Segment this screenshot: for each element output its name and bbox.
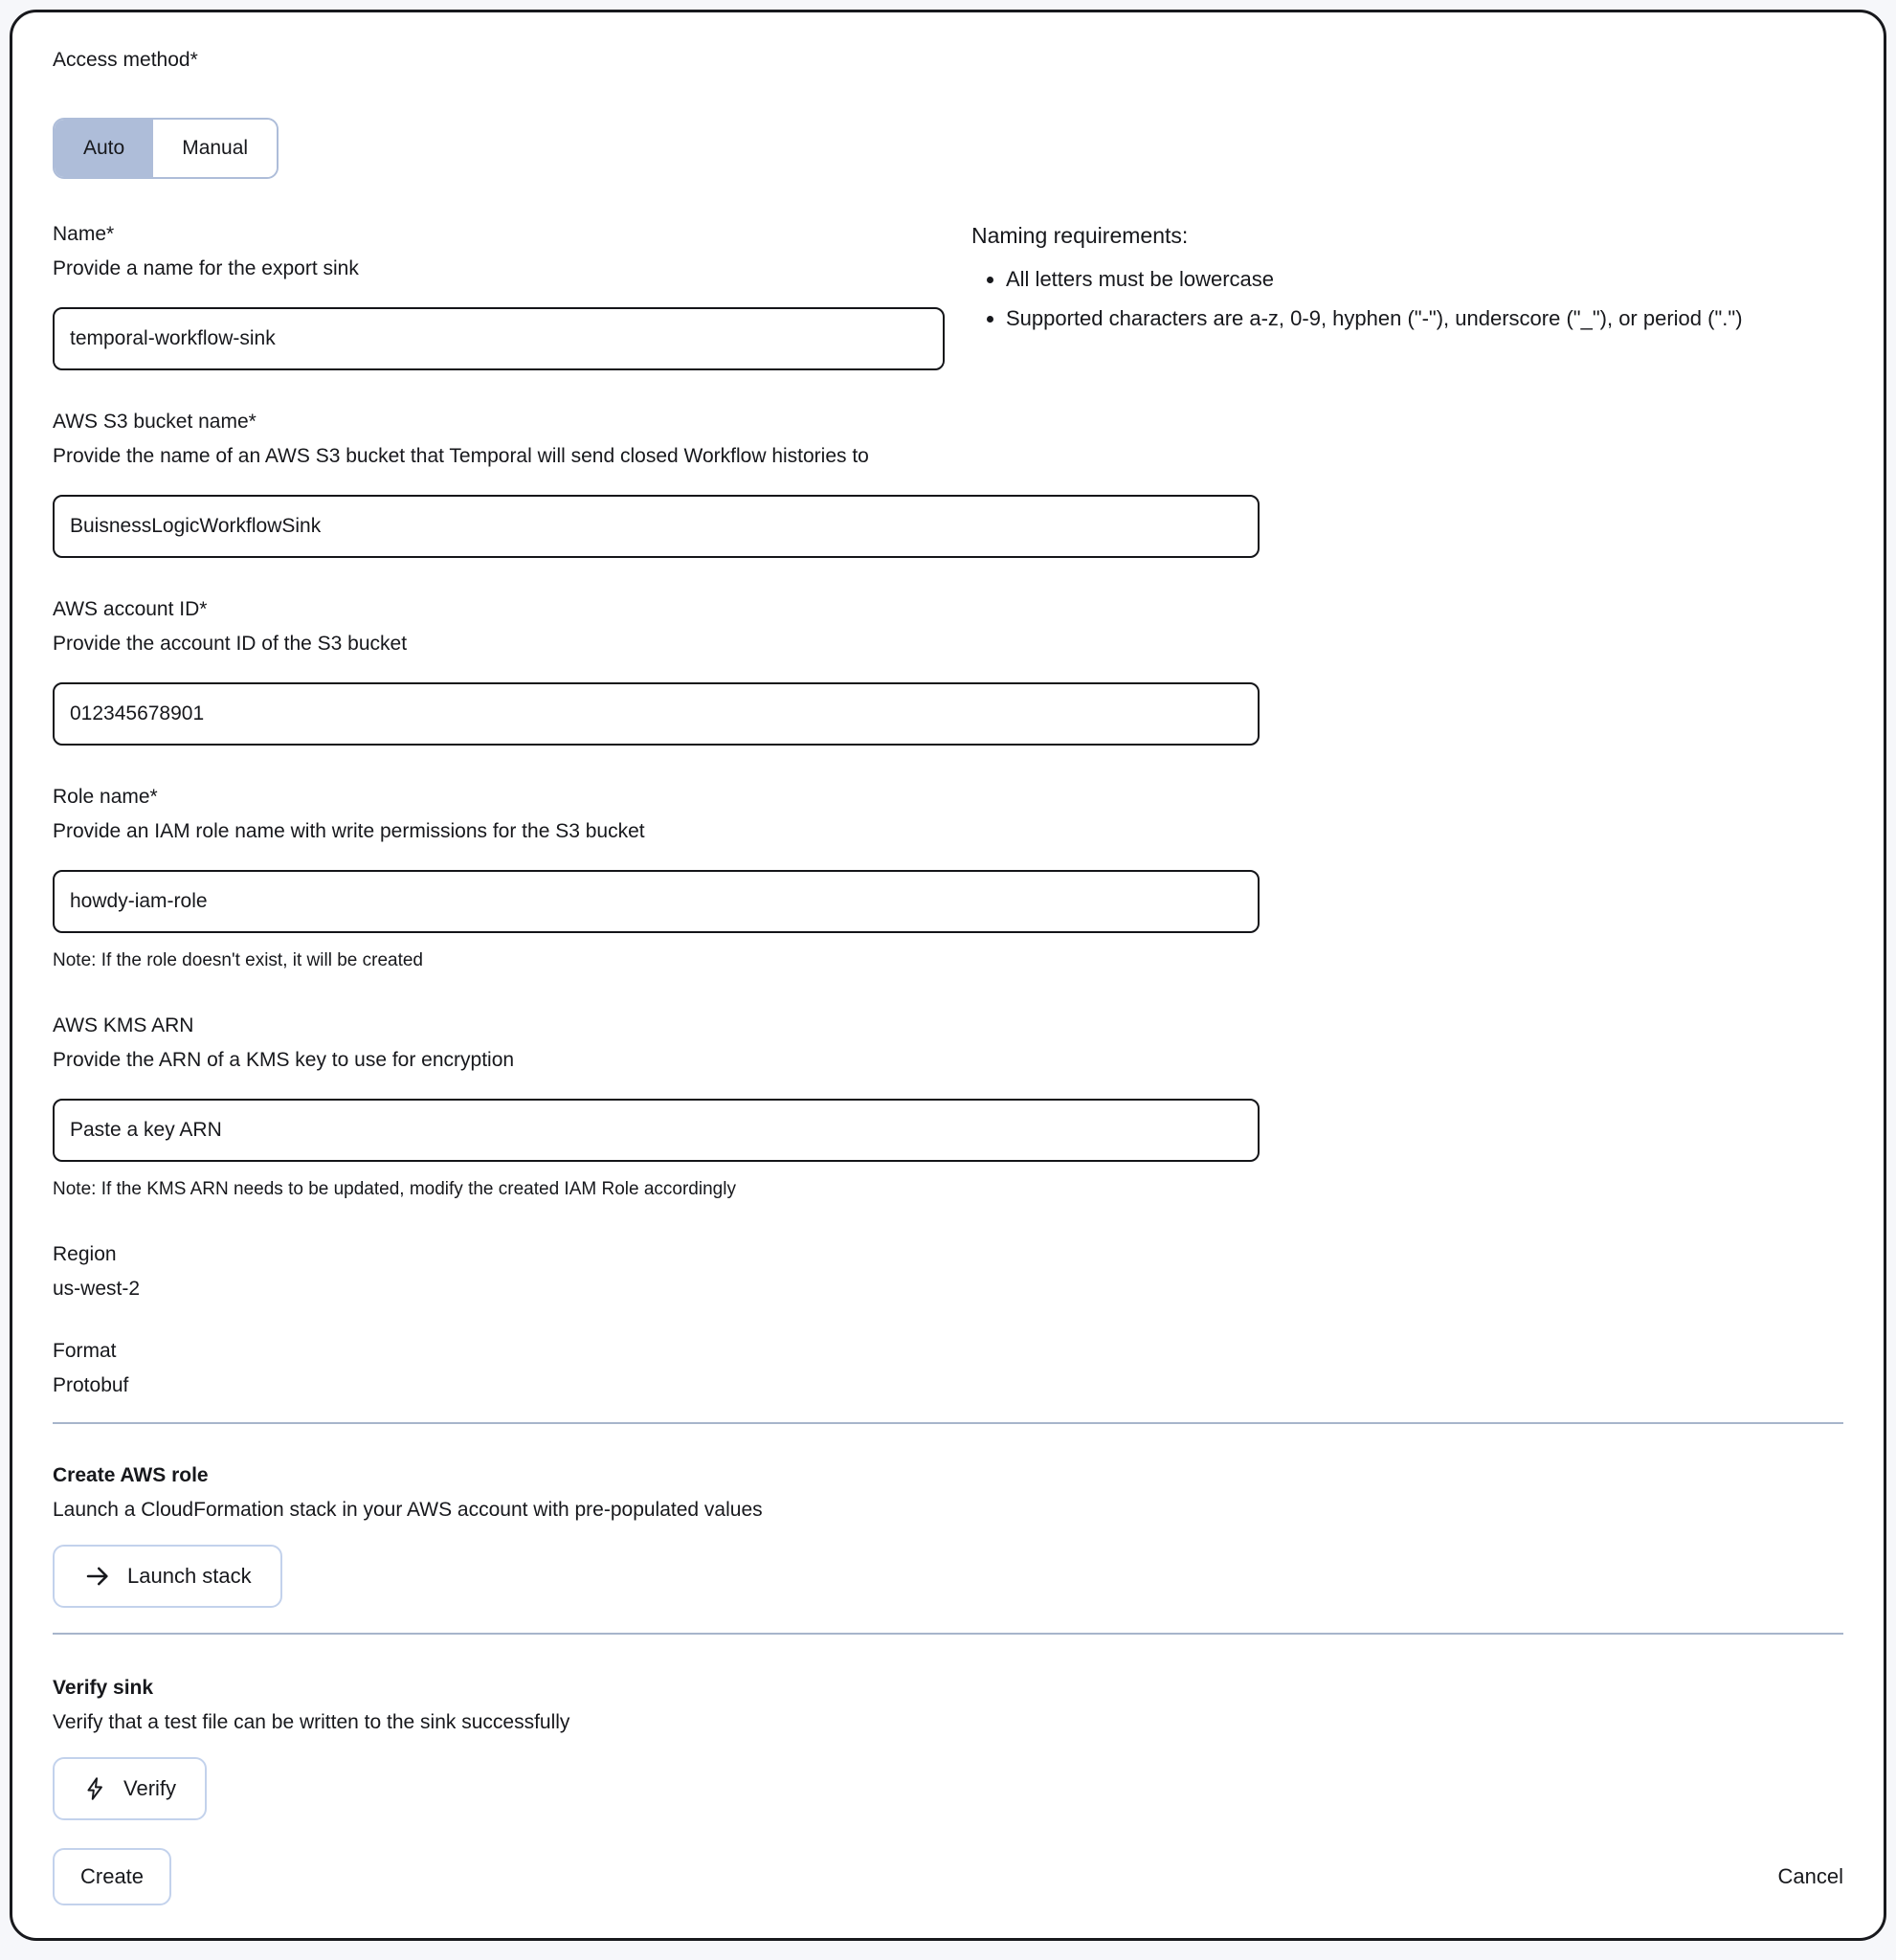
create-aws-role-description: Launch a CloudFormation stack in your AWS account with pre-populated values bbox=[53, 1499, 763, 1521]
s3-bucket-description: Provide the name of an AWS S3 bucket that Temporal will send closed Workflow histories to bbox=[53, 445, 869, 467]
role-name-description: Provide an IAM role name with write permissions for the S3 bucket bbox=[53, 820, 645, 842]
naming-requirements bbox=[971, 221, 1843, 370]
verify-button[interactable] bbox=[53, 1757, 207, 1820]
name-input[interactable] bbox=[53, 307, 945, 370]
format-label: Format bbox=[53, 1340, 117, 1362]
arrow-right-icon bbox=[83, 1562, 112, 1591]
kms-arn-section bbox=[53, 1013, 1843, 1201]
name-description: Provide a name for the export sink bbox=[53, 257, 359, 279]
form-footer bbox=[53, 1848, 1843, 1905]
verify-button-label: Verify bbox=[123, 1776, 177, 1800]
export-sink-form-panel bbox=[10, 10, 1886, 1941]
launch-stack-button[interactable] bbox=[53, 1545, 282, 1608]
cancel-button[interactable]: Cancel bbox=[1777, 1864, 1843, 1888]
kms-arn-note: Note: If the KMS ARN needs to be updated, modify the created IAM Role accordingly bbox=[53, 1179, 736, 1199]
access-method-label: Access method* bbox=[53, 49, 198, 71]
account-id-input[interactable] bbox=[53, 682, 1260, 746]
format-value: Protobuf bbox=[53, 1374, 129, 1396]
launch-stack-button-label: Launch stack bbox=[127, 1564, 252, 1588]
name-label: Name* bbox=[53, 223, 115, 245]
kms-arn-label: AWS KMS ARN bbox=[53, 1014, 194, 1036]
verify-sink-description: Verify that a test file can be written to the sink successfully bbox=[53, 1711, 570, 1733]
region-group bbox=[53, 1241, 1843, 1303]
role-name-section bbox=[53, 784, 1843, 972]
role-name-input[interactable] bbox=[53, 870, 1260, 933]
region-label: Region bbox=[53, 1243, 117, 1265]
naming-requirement-item: • Supported characters are a-z, 0-9, hyphen ("-"), underscore ("_"), or period (".") bbox=[1006, 302, 1843, 334]
account-id-label: AWS account ID* bbox=[53, 598, 208, 620]
s3-bucket-input[interactable] bbox=[53, 495, 1260, 558]
naming-requirements-list bbox=[971, 263, 1843, 334]
naming-requirements-title: Naming requirements: bbox=[971, 223, 1189, 248]
account-id-description: Provide the account ID of the S3 bucket bbox=[53, 633, 408, 655]
access-method-option-manual[interactable]: Manual bbox=[153, 120, 277, 177]
account-id-section bbox=[53, 596, 1843, 746]
role-name-label: Role name* bbox=[53, 786, 158, 808]
divider bbox=[53, 1633, 1843, 1635]
kms-arn-input[interactable] bbox=[53, 1099, 1260, 1162]
s3-bucket-section bbox=[53, 409, 1843, 558]
role-name-note: Note: If the role doesn't exist, it will be created bbox=[53, 950, 423, 970]
format-group bbox=[53, 1338, 1843, 1399]
region-value: us-west-2 bbox=[53, 1278, 141, 1300]
s3-bucket-label: AWS S3 bucket name* bbox=[53, 411, 257, 433]
verify-sink-section bbox=[53, 1675, 1843, 1820]
name-and-requirements-row bbox=[53, 221, 1843, 370]
kms-arn-description: Provide the ARN of a KMS key to use for encryption bbox=[53, 1049, 515, 1071]
create-aws-role-section bbox=[53, 1462, 1843, 1608]
divider bbox=[53, 1422, 1843, 1424]
create-aws-role-title: Create AWS role bbox=[53, 1464, 209, 1486]
access-method-toggle bbox=[53, 118, 279, 179]
verify-sink-title: Verify sink bbox=[53, 1677, 154, 1699]
lightning-bolt-icon bbox=[83, 1775, 108, 1802]
access-method-option-auto[interactable]: Auto bbox=[55, 120, 153, 177]
create-button[interactable]: Create bbox=[53, 1848, 171, 1905]
naming-requirement-item: • All letters must be lowercase bbox=[1006, 263, 1843, 295]
